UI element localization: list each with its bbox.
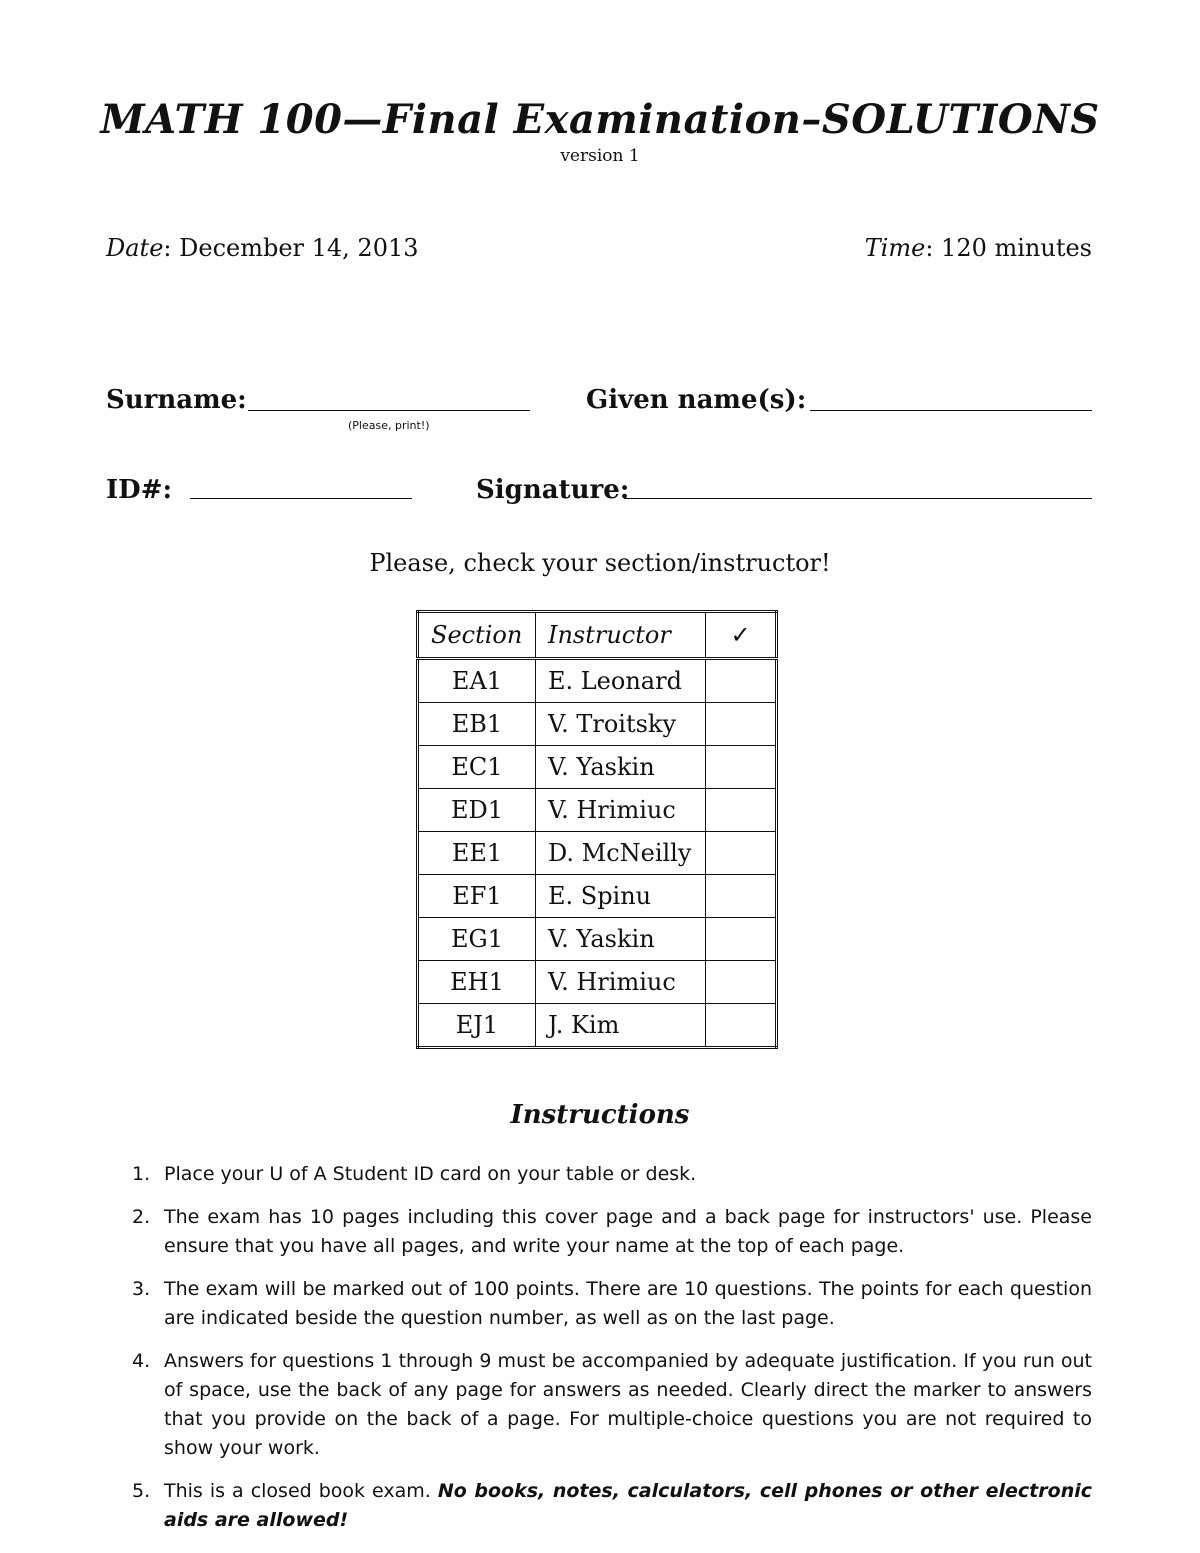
section-checkbox[interactable] <box>706 659 777 703</box>
section-checkbox[interactable] <box>706 918 777 961</box>
section-code: EG1 <box>418 918 536 961</box>
section-checkbox[interactable] <box>706 875 777 918</box>
signature-field[interactable] <box>624 498 1092 499</box>
section-row <box>418 832 777 875</box>
exam-version: version 1 <box>560 146 640 166</box>
time-label: Time <box>864 234 926 262</box>
section-row <box>418 659 777 703</box>
section-code: ED1 <box>418 789 536 832</box>
section-checkbox[interactable] <box>706 832 777 875</box>
exam-title: MATH 100—Final Examination–SOLUTIONS <box>100 96 1100 143</box>
instruction-text: Answers for questions 1 through 9 must be accompanied by adequate justification. If you run out of space, use the back of any page for answers as needed. Clearly direct the marker to answers that you provide on the back of a page. For multiple-choice questions you are not required to show your work. <box>164 1350 1092 1459</box>
section-table <box>416 610 778 1049</box>
section-code: EJ1 <box>418 1004 536 1048</box>
exam-time <box>865 234 1092 262</box>
surname-label: Surname: <box>106 385 247 415</box>
instruction-number: 1. <box>132 1163 151 1185</box>
header-section: Section <box>418 612 536 659</box>
given-name-label: Given name(s): <box>586 385 807 415</box>
instruction-emphasis: No books, notes, calculators, cell phones or other electronic aids are allowed! <box>164 1480 1092 1531</box>
instructor-name: V. Troitsky <box>535 703 705 746</box>
section-checkbox[interactable] <box>706 789 777 832</box>
time-value: : 120 minutes <box>925 234 1092 262</box>
section-checkbox[interactable] <box>706 961 777 1004</box>
instruction-text: The exam has 10 pages including this cover page and a back page for instructors' use. Please ensure that you have all pages, and write your name at the top of each page. <box>164 1206 1092 1257</box>
instructor-name: V. Yaskin <box>535 746 705 789</box>
instruction-text: The exam will be marked out of 100 points. There are 10 questions. The points for each question are indicated beside the question number, as well as on the last page. <box>164 1278 1092 1329</box>
header-instructor: Instructor <box>535 612 705 659</box>
exam-date <box>106 234 419 262</box>
section-checkbox[interactable] <box>706 703 777 746</box>
section-row <box>418 703 777 746</box>
section-checkbox[interactable] <box>706 746 777 789</box>
instructor-name: V. Yaskin <box>535 918 705 961</box>
instruction-item <box>132 1160 1092 1189</box>
section-row <box>418 789 777 832</box>
section-check-prompt: Please, check your section/instructor! <box>369 549 831 577</box>
instruction-item <box>132 1203 1092 1261</box>
instruction-item <box>132 1477 1092 1535</box>
date-value: : December 14, 2013 <box>163 234 419 262</box>
instruction-text: This is a closed book exam. <box>164 1480 438 1502</box>
signature-label: Signature: <box>476 475 630 505</box>
section-row <box>418 875 777 918</box>
id-field[interactable] <box>190 498 412 499</box>
section-row <box>418 746 777 789</box>
section-checkbox[interactable] <box>706 1004 777 1048</box>
given-name-field[interactable] <box>810 410 1092 411</box>
instructor-name: V. Hrimiuc <box>535 789 705 832</box>
section-table-header <box>418 612 777 659</box>
instructor-name: V. Hrimiuc <box>535 961 705 1004</box>
section-code: EE1 <box>418 832 536 875</box>
instructor-name: J. Kim <box>535 1004 705 1048</box>
instructor-name: D. McNeilly <box>535 832 705 875</box>
instructor-name: E. Leonard <box>535 659 705 703</box>
print-note: (Please, print!) <box>348 419 430 432</box>
section-code: EH1 <box>418 961 536 1004</box>
section-row <box>418 1004 777 1048</box>
instructions-list <box>132 1160 1092 1549</box>
instruction-number: 5. <box>132 1480 151 1502</box>
section-row <box>418 918 777 961</box>
section-code: EB1 <box>418 703 536 746</box>
instruction-number: 3. <box>132 1278 151 1300</box>
instruction-text: Place your U of A Student ID card on your table or desk. <box>164 1163 697 1185</box>
section-code: EF1 <box>418 875 536 918</box>
section-code: EC1 <box>418 746 536 789</box>
instructions-heading: Instructions <box>510 1100 690 1130</box>
section-code: EA1 <box>418 659 536 703</box>
instruction-item <box>132 1275 1092 1333</box>
section-row <box>418 961 777 1004</box>
instructor-name: E. Spinu <box>535 875 705 918</box>
instruction-number: 2. <box>132 1206 151 1228</box>
id-label: ID#: <box>106 475 173 505</box>
surname-field[interactable] <box>248 410 530 411</box>
header-check: ✓ <box>706 612 777 659</box>
instruction-item <box>132 1347 1092 1463</box>
instruction-number: 4. <box>132 1350 151 1372</box>
date-label: Date <box>106 234 164 262</box>
